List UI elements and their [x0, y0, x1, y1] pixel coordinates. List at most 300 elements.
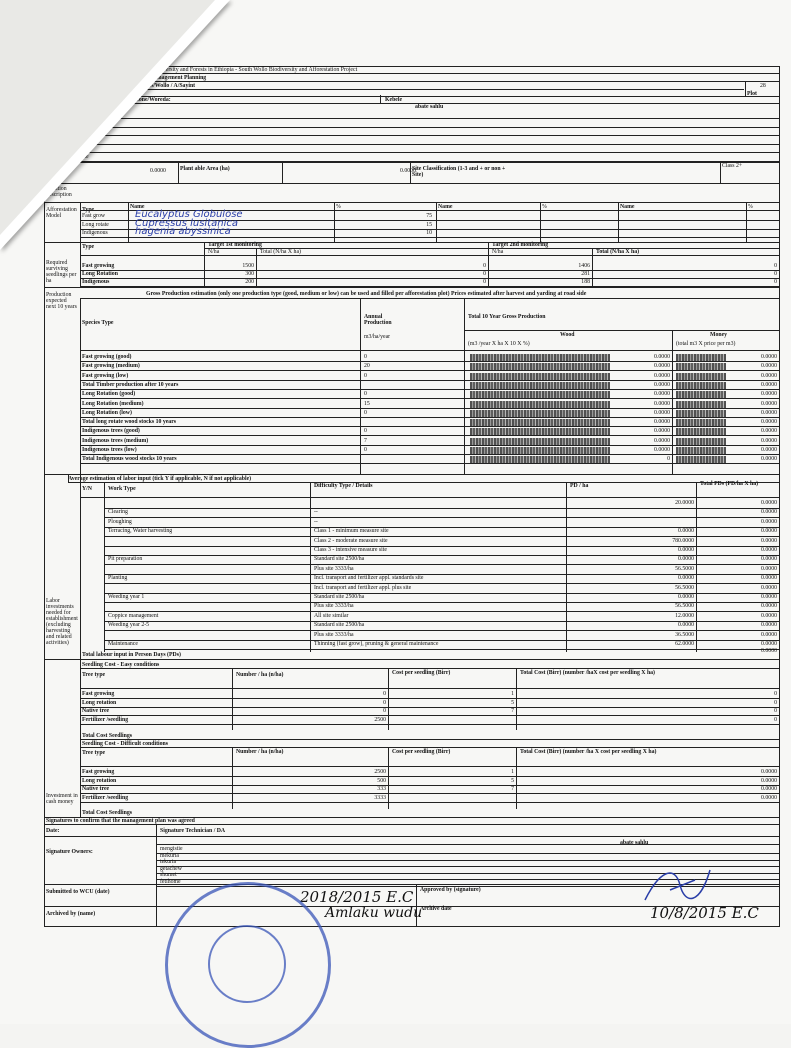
aff-col-pct3: %	[748, 204, 753, 210]
prod-money: 0.0000	[761, 437, 777, 444]
sig-submitted: Submitted to WCU (date)	[46, 889, 110, 895]
mon-t1: 0	[483, 271, 486, 277]
prod-row-name: Total long rotate wood stocks 10 years	[82, 419, 177, 426]
mon-n1: 1500	[242, 263, 254, 269]
owner-name: tekuria	[68, 128, 85, 134]
seed-diff-row-number: 3333	[374, 794, 386, 801]
redacted-mark	[676, 438, 726, 445]
sig-tech-label: Signature Technician / DA	[160, 828, 226, 834]
sig-tech-name: abate sahlu	[620, 840, 649, 846]
redacted-mark	[676, 410, 726, 417]
rule	[80, 497, 780, 498]
redacted-mark	[676, 391, 726, 398]
redacted-mark	[470, 438, 610, 445]
zone-woreda-label: Zone/Woreda:	[135, 97, 171, 103]
prod-wood: 0.0000	[654, 419, 670, 426]
mon-row-type: Indigenous	[82, 279, 110, 285]
redacted-mark	[470, 447, 610, 454]
prod-wood: 0.0000	[654, 400, 670, 407]
labor-pd: 0.0000	[678, 556, 694, 563]
prod-wood: 0.0000	[654, 409, 670, 416]
labor-detail: Class 3 - intensive measure site	[314, 547, 387, 553]
prod-row-name: Total Indigenous wood stocks 10 years	[82, 456, 177, 463]
labor-title: Average estimation of labor input (tick Y if applicable, N if not applicable)	[68, 476, 252, 482]
rule	[80, 668, 780, 669]
prod-annual: 0	[364, 428, 367, 435]
prod-row-name: Long Rotation (good)	[82, 391, 136, 398]
handwritten-name: Amlaku wudu	[325, 905, 423, 921]
mon-n2: 281	[581, 271, 590, 277]
rule	[68, 474, 69, 482]
sig-owner-name: shumet	[160, 872, 177, 878]
labor-work: Ploughing	[108, 518, 132, 525]
rule	[80, 715, 780, 716]
species-type-label: Species Type	[82, 320, 114, 326]
labor-work: Weeding year 1	[108, 594, 145, 600]
redacted-mark	[676, 401, 726, 408]
prod-row-name: Fast growing (medium)	[82, 363, 140, 370]
prod-annual: 15	[364, 400, 370, 407]
mgmt-planning: Management Planning	[150, 75, 207, 81]
aff-col-type: Type	[82, 207, 95, 213]
mon-n2: 188	[581, 279, 590, 285]
labor-pd: 56.5000	[675, 565, 694, 572]
mon-total1: Total (N/ha X ha)	[260, 249, 301, 255]
rule	[80, 793, 780, 794]
redacted-mark	[676, 456, 726, 463]
redacted-mark	[470, 410, 610, 417]
rule	[80, 688, 780, 689]
labor-detail: Incl. transport and fertilizer appl. plus site	[314, 584, 412, 591]
labor-detail: Incl. transport and fertilizer appl. standards site	[314, 575, 424, 582]
rule	[746, 202, 747, 242]
seed-easy-row-cost: 1	[511, 691, 514, 697]
seed-easy-row-cost: 7	[511, 708, 514, 714]
redacted-mark	[470, 428, 610, 435]
owner-name: mengistie	[68, 111, 91, 117]
rule	[388, 747, 389, 809]
redacted-mark	[470, 401, 610, 408]
labor-work: Terracing, Water harvesting	[108, 528, 173, 535]
labor-total: 0.0000	[761, 556, 777, 563]
seed-diff-title: Seedling Cost - Difficult conditions	[82, 741, 168, 747]
prod-annual: 0	[364, 354, 367, 360]
seed-diff-type: Tree type	[82, 750, 106, 756]
seed-diff-row-type: Long rotation	[82, 777, 117, 784]
mon-nha2: N/ha	[492, 249, 504, 255]
rule	[360, 298, 361, 474]
labor-pd: 62.0000	[675, 641, 694, 647]
location-label: Location description	[46, 186, 72, 198]
mon-t2: 0	[774, 279, 777, 285]
seed-diff-row-type: Native tree	[82, 786, 110, 792]
rule	[80, 454, 780, 455]
prod-annual: 20	[364, 363, 370, 370]
redacted-mark	[676, 447, 726, 454]
rule	[80, 659, 81, 817]
plot-value: 28	[760, 83, 766, 89]
rule	[80, 361, 780, 362]
prod-row-name: Total Timber production after 10 years	[82, 381, 179, 388]
sig-owners-label: Signature Owners:	[46, 849, 93, 855]
labor-pd: 0.0000	[678, 547, 694, 553]
rule	[44, 926, 780, 927]
labor-side-label: Labor investments needed for establishment (excluding harvesting and related activities)	[46, 598, 78, 646]
seed-diff-row-cost: 7	[511, 786, 514, 792]
aff-type: Indigenous	[82, 230, 108, 236]
mon-target2: Target 2nd monitoring	[492, 242, 549, 248]
labor-total: 0.0000	[761, 500, 777, 506]
labor-detail: Class 1 - minimum measure site	[314, 528, 389, 535]
sig-owner-name: tekuria	[160, 859, 177, 865]
handwritten-date2: 10/8/2015 E.C	[650, 904, 759, 922]
labor-total-value: 0.0000	[761, 648, 777, 654]
sig-owner-name: mekuria	[160, 852, 179, 859]
seed-diff-total-row: Total Cost Seedlings	[82, 810, 133, 816]
rule	[334, 202, 335, 242]
rule	[80, 435, 780, 436]
site-class-label: Site Classification (1-3 and + or non + Site)	[412, 166, 506, 178]
labor-total: 0.0000	[761, 518, 777, 525]
sig-archive-date: Archive date	[420, 906, 452, 912]
prod-row-name: Indigenous trees (medium)	[82, 437, 149, 444]
labor-detail: Plus site 3333/ha	[314, 603, 354, 610]
prod-row-name: Long Rotation (medium)	[82, 400, 144, 407]
seed-diff-row-cost: 5	[511, 777, 514, 784]
seed-diff-row-type: Fast growing	[82, 769, 115, 775]
redacted-mark	[470, 391, 610, 398]
rule	[232, 747, 233, 809]
rule	[672, 330, 673, 474]
aff-col-pct2: %	[542, 204, 547, 210]
stamp-emblem	[208, 925, 286, 1003]
rule	[80, 298, 780, 299]
prod-money: 0.0000	[761, 409, 777, 416]
labor-yn: Y/N	[82, 486, 92, 492]
prod-row-name: Fast growing (low)	[82, 372, 129, 379]
mon-n2: 1406	[578, 263, 590, 269]
rule	[44, 836, 780, 837]
labor-detail: Standard site 2500/ha	[314, 556, 365, 563]
labor-work: Clearing	[108, 509, 128, 516]
redacted-mark	[470, 363, 610, 370]
seed-easy-row-type: Fertilizer /seedling	[82, 716, 129, 723]
aff-col-pct: %	[336, 204, 341, 210]
labor-total: 0.0000	[761, 537, 777, 544]
prod-money: 0.0000	[761, 363, 777, 370]
wood-label: Wood	[560, 332, 575, 338]
labor-total: 0.0000	[761, 575, 777, 582]
rule	[80, 785, 780, 786]
seed-diff-row-total: 0.0000	[761, 794, 777, 801]
labor-total-pds: Total PDs (PD/ha X ha)	[700, 481, 759, 487]
aff-col-name: Name	[130, 204, 145, 210]
labor-pd: 780.0000	[672, 537, 694, 544]
prod-wood: 0.0000	[654, 354, 670, 360]
labor-work: Weeding year 2-5	[108, 622, 150, 629]
page-fold-shadow	[0, 0, 215, 235]
rule	[44, 659, 780, 660]
rule	[80, 776, 780, 777]
rule	[232, 668, 233, 730]
rule	[80, 298, 81, 474]
rule	[80, 707, 780, 708]
prod-annual: 0	[364, 409, 367, 416]
rule	[104, 508, 780, 509]
rule	[436, 202, 437, 242]
prod-row-name: Long Rotation (low)	[82, 409, 132, 416]
seed-easy-title: Seedling Cost - Easy conditions	[82, 662, 160, 668]
rule	[80, 270, 780, 271]
production-note: Gross Production estimation (only one production type (good, medium or low) can be used and filled per afforestation plot) Prices estimated after harvest and yarding at road side	[146, 291, 587, 297]
rule	[720, 162, 721, 184]
rule	[156, 824, 157, 886]
labor-total: 0.0000	[761, 641, 777, 647]
seed-diff-row-type: Fertilizer /seedling	[82, 794, 129, 801]
mon-t2: 0	[774, 263, 777, 269]
mon-type: Type	[82, 244, 95, 250]
prod-wood: 0.0000	[654, 372, 670, 379]
rule	[44, 824, 780, 825]
rule	[80, 370, 780, 371]
rule	[80, 445, 780, 446]
rule	[68, 482, 780, 483]
redacted-mark	[470, 373, 610, 380]
prod-wood: 0.0000	[654, 447, 670, 453]
aff-type: Long rotate	[82, 221, 109, 228]
seed-diff-row-number: 333	[377, 786, 386, 792]
prod-annual: 0	[364, 372, 367, 379]
kebele-value: abate sahlu	[415, 104, 444, 110]
gross-site-label: Gross Site	[46, 166, 70, 172]
project-title: Biodiversity and Forests in Ethiopia - South Wollo Biodiversity and Afforestation Project	[150, 67, 358, 73]
redacted-mark	[676, 363, 726, 370]
labor-total: 0.0000	[761, 509, 777, 516]
labor-work: Coppice management	[108, 612, 159, 619]
rule	[80, 747, 780, 748]
rule	[410, 162, 411, 184]
prod-annual: 0	[364, 447, 367, 453]
prod-money: 0.0000	[761, 381, 777, 388]
rule	[156, 853, 780, 854]
seed-easy-row-total: 0	[774, 708, 777, 714]
redacted-mark	[470, 456, 610, 463]
rule	[464, 298, 465, 474]
aff-pct: 75	[426, 213, 432, 219]
money-label: Money	[710, 332, 728, 338]
rule	[80, 474, 81, 660]
rule	[80, 408, 780, 409]
seed-easy-row-total: 0	[774, 691, 777, 697]
seed-easy-row-type: Fast growing	[82, 691, 115, 697]
seed-easy-row-number: 2500	[374, 716, 386, 723]
mon-target1: Target 1st monitoring	[208, 242, 262, 248]
aff-col-name3: Name	[620, 204, 635, 210]
labor-work: Planting	[108, 575, 128, 582]
annual-label: Annual Production	[364, 314, 392, 326]
handwritten-species: Cupressus lusitanica	[135, 217, 238, 229]
rule	[44, 287, 780, 288]
prod-money: 0.0000	[761, 400, 777, 407]
prod-money: 0.0000	[761, 456, 777, 463]
mon-t1: 0	[483, 279, 486, 285]
handwritten-species: hagenia abyssinica	[135, 226, 231, 237]
mon-total2: Total (N/ha X ha)	[596, 249, 640, 255]
rule	[80, 398, 780, 399]
annual-unit: m3/ha/year	[364, 334, 391, 340]
labor-detail: --	[314, 518, 318, 525]
redacted-mark	[676, 354, 726, 361]
seed-easy-type: Tree type	[82, 672, 106, 678]
mon-label: Required surviving seedlings per ha	[46, 260, 77, 284]
seed-easy-row-number: 0	[383, 708, 386, 714]
seed-diff-number: Number / ha (n/ha)	[236, 749, 284, 755]
prod-money: 0.0000	[761, 428, 777, 435]
seed-diff-row-number: 500	[377, 777, 386, 784]
prod-row-name: Indigenous trees (low)	[82, 447, 137, 453]
prod-annual: 7	[364, 437, 367, 444]
prod-wood: 0.0000	[654, 391, 670, 398]
gross-value: 0.0000	[150, 168, 166, 174]
rule	[745, 81, 746, 97]
rule	[282, 162, 283, 184]
rule	[540, 202, 541, 242]
labor-total: 0.0000	[761, 528, 777, 535]
labor-detail: Standard site 2500/ha	[314, 594, 365, 600]
owner-name: shumet	[68, 145, 85, 151]
seed-diff-cost: Cost per seedling (Birr)	[392, 749, 451, 755]
seed-diff-total: Total Cost (Birr) (number /ha X cost per seedling X ha)	[520, 749, 657, 755]
redacted-mark	[676, 419, 726, 426]
redacted-mark	[676, 428, 726, 435]
seed-easy-row-total: 0	[774, 699, 777, 706]
sig-archived-by: Archived by (name)	[46, 911, 96, 917]
plant-area-value: 0.0000	[400, 168, 416, 174]
seed-easy-row-type: Long rotation	[82, 699, 117, 706]
sig-owner-name: getachew	[160, 865, 182, 872]
prod-row-name: Indigenous trees (good)	[82, 428, 140, 435]
mon-n1: 200	[245, 279, 254, 285]
labor-total: 0.0000	[761, 622, 777, 629]
class-label: Class 2+	[722, 163, 743, 169]
rule	[156, 884, 157, 926]
rule	[516, 747, 517, 809]
signature-scribble	[640, 860, 720, 910]
owner-name: fetihome	[68, 153, 89, 160]
mon-row-type: Long Rotation	[82, 271, 118, 277]
prod-wood: 0.0000	[654, 428, 670, 435]
labor-pd-ha: PD / ha	[570, 483, 589, 489]
seed-diff-row-cost: 1	[511, 769, 514, 775]
labor-detail: Plus site 3333/ha	[314, 631, 354, 638]
labor-total: 0.0000	[761, 565, 777, 572]
labor-detail: Thinning (fast grow), pruning & general maintenance	[314, 641, 439, 647]
labor-pd: 0.0000	[678, 622, 694, 629]
redacted-mark	[470, 382, 610, 389]
rule	[256, 248, 257, 287]
region-path: S/Wollo / A/Sayint	[150, 83, 196, 89]
rule	[80, 739, 780, 740]
rule	[80, 766, 780, 767]
mon-nha1: N/ha	[208, 249, 220, 255]
redacted-mark	[676, 373, 726, 380]
afforestation-label: Afforestation Model	[46, 207, 77, 219]
aff-pct: 15	[426, 221, 432, 228]
prod-money: 0.0000	[761, 354, 777, 360]
handwritten-date: 2018/2015 E.C	[300, 888, 414, 906]
seed-diff-row-total: 0.0000	[761, 769, 777, 775]
rule	[80, 389, 780, 390]
rule	[80, 426, 780, 427]
aff-pct: 10	[426, 230, 432, 236]
rule	[618, 202, 619, 242]
rule	[44, 474, 780, 475]
sig-owner-name: mengistie	[160, 846, 183, 852]
seed-easy-row-number: 0	[383, 699, 386, 706]
redacted-mark	[470, 419, 610, 426]
labor-total: 0.0000	[761, 594, 777, 600]
rule	[80, 698, 780, 699]
prod-money: 0.0000	[761, 372, 777, 379]
prod-wood: 0.0000	[654, 437, 670, 444]
wood-formula: (m3 /year X ha X 10 X %)	[468, 341, 530, 347]
prod-wood: 0	[667, 456, 670, 463]
labor-pd: 0.0000	[678, 594, 694, 600]
rule	[80, 255, 780, 256]
rule	[104, 649, 780, 650]
rule	[388, 668, 389, 730]
rule	[80, 463, 780, 464]
seed-easy-row-cost: 5	[511, 699, 514, 706]
labor-pd: 0.0000	[678, 528, 694, 535]
labor-total: 0.0000	[761, 603, 777, 610]
seed-easy-row-number: 0	[383, 691, 386, 697]
official-stamp	[165, 882, 331, 1048]
redacted-mark	[676, 382, 726, 389]
mon-t2: 0	[774, 271, 777, 277]
seed-easy-row-total: 0	[774, 716, 777, 723]
owner-name: getachew	[68, 136, 90, 143]
total10-label: Total 10 Year Gross Production	[468, 314, 546, 320]
labor-difficulty: Difficulty Type / Details	[314, 483, 373, 489]
seed-easy-total-row: Total Cost Seedlings	[82, 733, 133, 739]
redacted-mark	[470, 354, 610, 361]
labor-detail: Plus site 3333/ha	[314, 565, 354, 572]
owner-name: mekuria	[68, 119, 87, 126]
rule	[80, 802, 780, 803]
labor-total: 0.0000	[761, 631, 777, 638]
seed-easy-row-type: Native tree	[82, 708, 110, 714]
handwritten-species: Eucalyptus Globulose	[135, 209, 243, 220]
money-formula: (total m3 X price per m3)	[676, 341, 736, 347]
sig-approved: Approved by (signature)	[420, 887, 481, 893]
prod-money: 0.0000	[761, 419, 777, 426]
sig-confirm: Signatures to confirm that the management plan was agreed	[46, 818, 195, 824]
rule	[516, 668, 517, 730]
seed-diff-row-total: 0.0000	[761, 777, 777, 784]
labor-pd: 0.0000	[678, 575, 694, 582]
rule	[464, 330, 780, 331]
seed-easy-number: Number / ha (n/ha)	[236, 672, 284, 678]
prod-row-name: Fast growing (good)	[82, 354, 132, 360]
labor-pd: 12.0000	[675, 612, 694, 619]
mon-row-type: Fast growing	[82, 263, 115, 269]
labor-work: Maintenance	[108, 641, 138, 647]
prod-money: 0.0000	[761, 447, 777, 453]
labor-pd: 20.0000	[675, 500, 694, 506]
labor-total-label: Total labour input in Person Days (PDs)	[82, 652, 181, 658]
prod-wood: 0.0000	[654, 381, 670, 388]
